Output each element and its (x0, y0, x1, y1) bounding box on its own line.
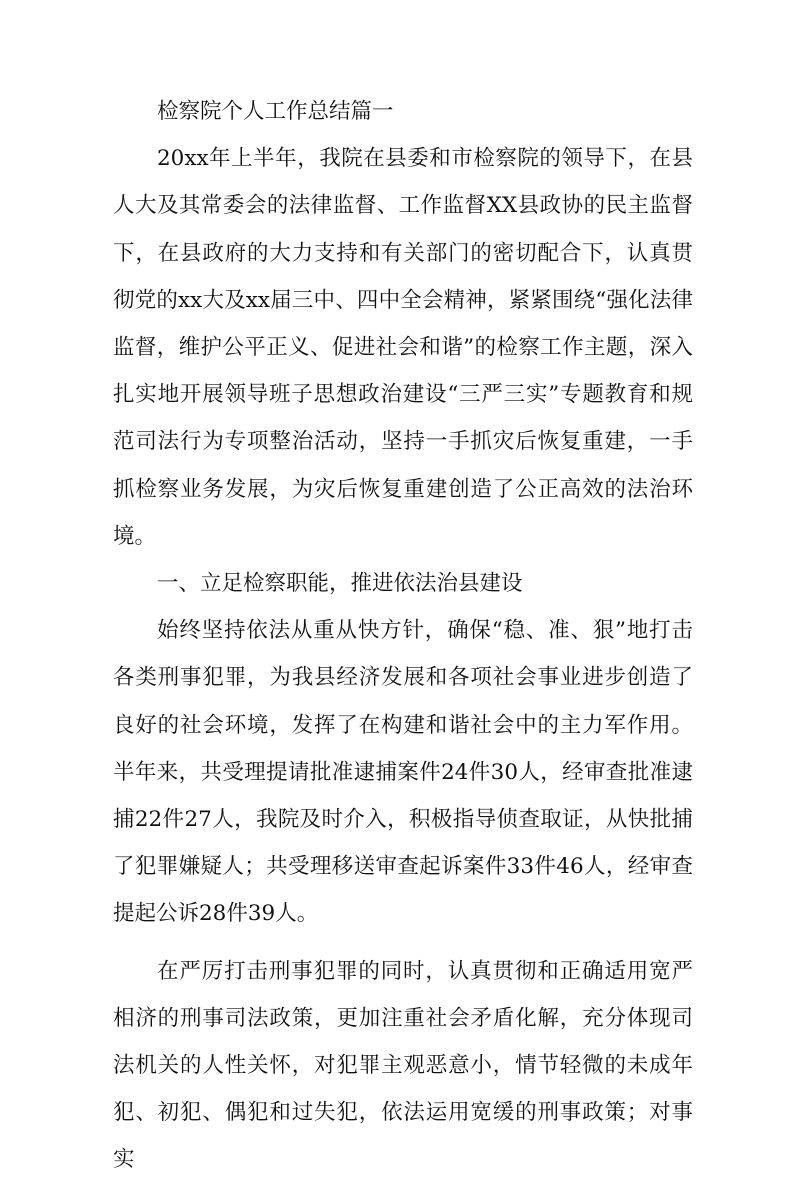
section-heading: 一、立足检察职能，推进依法治县建设 (157, 571, 523, 597)
document-title: 检察院个人工作总结篇一 (157, 99, 394, 124)
intro-paragraph: 20xx年上半年，我院在县委和市检察院的领导下，在县人大及其常委会的法律监督、工作监督XX县政协的民主监督下，在县政府的大力支持和有关部门的密切配合下，认真贯彻党的xx大及xx届三中、四中全会精神，紧紧围绕“强化法律监督，维护公平正义、促进社会和谐”的检察工作主题，深入扎实地开展领导班子思想政治建设“三严三实”专题教育和规范司法行为专项整治活动，坚持一手抓灾后恢复重建，一手抓检察业务发展，为灾后恢复重建创造了公正高效的法治环境。 (113, 146, 693, 549)
body-paragraph: 在严厉打击刑事犯罪的同时，认真贯彻和正确适用宽严相济的刑事司法政策，更加注重社会矛盾化解，充分体现司法机关的人性关怀，对犯罪主观恶意小，情节轻微的未成年犯、初犯、偶犯和过失犯，依法运用宽缓的刑事政策；对事实 (113, 958, 693, 1173)
paragraph-spacer (113, 938, 693, 948)
document-body (113, 88, 693, 1184)
body-paragraph: 始终坚持依法从重从快方针，确保“稳、准、狠”地打击各类刑事犯罪，为我县经济发展和各项社会事业进步创造了良好的社会环境，发挥了在构建和谐社会中的主力军作用。半年来，共受理提请批准逮捕案件24件30人，经审查批准逮捕22件27人，我院及时介入，积极指导侦查取证，从快批捕了犯罪嫌疑人；共受理移送审查起诉案件33件46人，经审查提起公诉28件39人。 (113, 618, 693, 927)
